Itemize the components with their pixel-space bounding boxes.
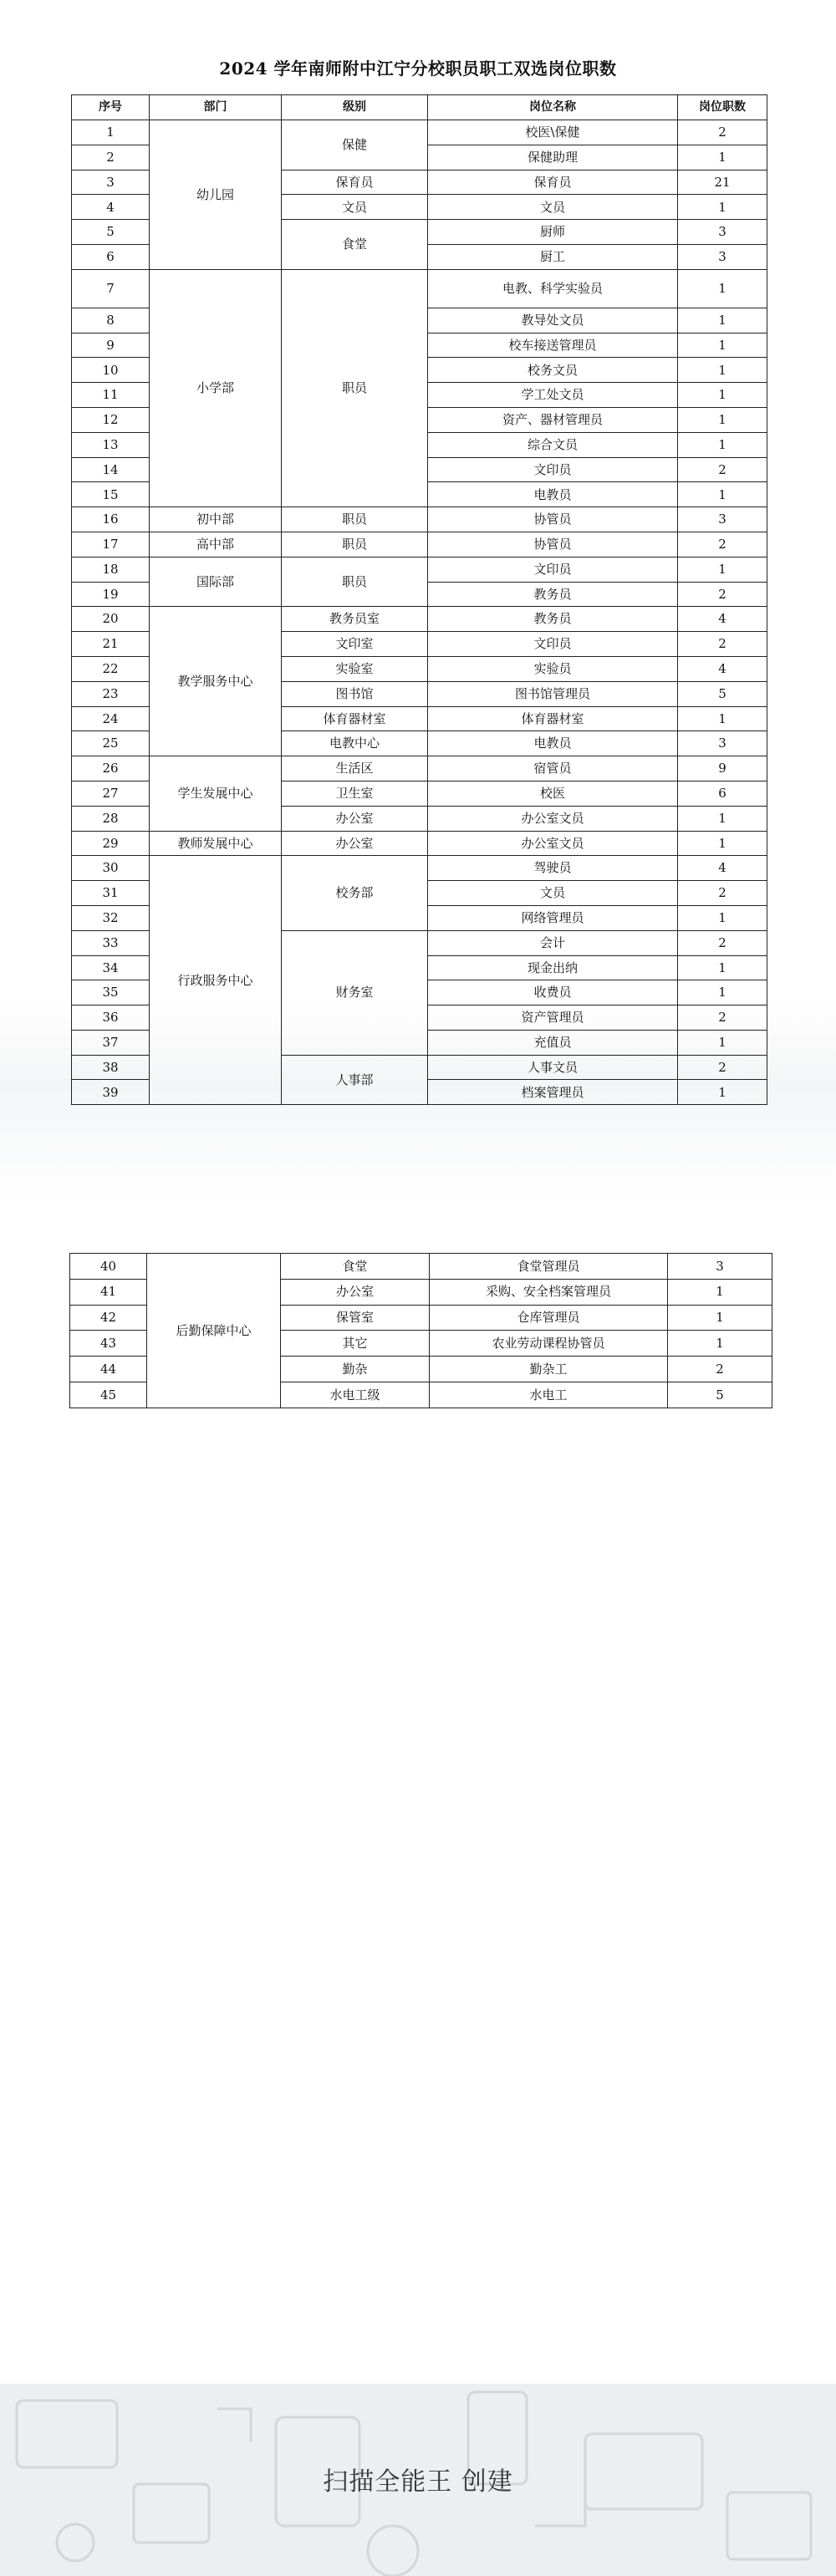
level-cell: 校务部 xyxy=(282,856,428,930)
post-name-cell: 综合文员 xyxy=(428,432,678,457)
level-cell: 文印室 xyxy=(282,632,428,657)
post-count-cell: 1 xyxy=(678,955,767,980)
table-row xyxy=(72,831,767,856)
post-name-cell: 校车接送管理员 xyxy=(428,333,678,358)
post-count-cell: 1 xyxy=(678,706,767,731)
serial-cell: 31 xyxy=(72,881,150,906)
post-name-cell: 教务员 xyxy=(428,582,678,607)
table-row xyxy=(70,1254,772,1280)
serial-cell: 22 xyxy=(72,656,150,681)
post-count-cell: 2 xyxy=(668,1357,772,1382)
post-count-cell: 4 xyxy=(678,656,767,681)
serial-cell: 25 xyxy=(72,731,150,756)
serial-cell: 35 xyxy=(72,980,150,1005)
header-cell-dept: 部门 xyxy=(150,95,282,120)
serial-cell: 18 xyxy=(72,557,150,582)
department-cell: 教学服务中心 xyxy=(150,607,282,756)
post-count-cell: 3 xyxy=(678,731,767,756)
post-name-cell: 勤杂工 xyxy=(430,1357,668,1382)
post-count-cell: 1 xyxy=(678,333,767,358)
serial-cell: 23 xyxy=(72,681,150,706)
post-count-cell: 1 xyxy=(668,1305,772,1331)
level-cell: 食堂 xyxy=(281,1254,430,1280)
post-count-cell: 2 xyxy=(678,120,767,145)
level-cell: 办公室 xyxy=(281,1279,430,1305)
level-cell: 保健 xyxy=(282,120,428,171)
post-name-cell: 电教员 xyxy=(428,482,678,507)
table-row xyxy=(72,856,767,881)
post-count-cell: 1 xyxy=(678,905,767,930)
serial-cell: 10 xyxy=(72,358,150,383)
post-count-cell: 1 xyxy=(678,806,767,831)
post-count-cell: 3 xyxy=(678,220,767,245)
post-name-cell: 采购、安全档案管理员 xyxy=(430,1279,668,1305)
table1-body xyxy=(72,95,767,1105)
serial-cell: 32 xyxy=(72,905,150,930)
post-count-cell: 1 xyxy=(678,195,767,220)
post-name-cell: 文印员 xyxy=(428,632,678,657)
level-cell: 体育器材室 xyxy=(282,706,428,731)
serial-cell: 19 xyxy=(72,582,150,607)
level-cell: 职员 xyxy=(282,557,428,607)
post-count-cell: 5 xyxy=(678,681,767,706)
post-name-cell: 水电工 xyxy=(430,1382,668,1408)
level-cell: 文员 xyxy=(282,195,428,220)
post-count-cell: 2 xyxy=(678,930,767,955)
post-count-cell: 3 xyxy=(668,1254,772,1280)
document-title: 2024 学年南师附中江宁分校职员职工双选岗位职数 xyxy=(219,59,617,79)
post-name-cell: 文员 xyxy=(428,881,678,906)
level-cell: 职员 xyxy=(282,532,428,557)
level-cell: 保育员 xyxy=(282,170,428,195)
department-cell: 高中部 xyxy=(150,532,282,557)
serial-cell: 17 xyxy=(72,532,150,557)
serial-cell: 36 xyxy=(72,1005,150,1031)
post-count-cell: 5 xyxy=(668,1382,772,1408)
department-cell: 初中部 xyxy=(150,507,282,532)
post-name-cell: 办公室文员 xyxy=(428,806,678,831)
serial-cell: 16 xyxy=(72,507,150,532)
serial-cell: 37 xyxy=(72,1030,150,1055)
post-count-cell: 1 xyxy=(668,1331,772,1357)
serial-cell: 4 xyxy=(72,195,150,220)
post-count-cell: 2 xyxy=(678,632,767,657)
level-cell: 图书馆 xyxy=(282,681,428,706)
post-name-cell: 学工处文员 xyxy=(428,383,678,408)
level-cell: 食堂 xyxy=(282,220,428,270)
serial-cell: 14 xyxy=(72,457,150,482)
table2-body xyxy=(70,1254,772,1408)
serial-cell: 6 xyxy=(72,244,150,269)
header-cell-no: 序号 xyxy=(72,95,150,120)
post-name-cell: 教导处文员 xyxy=(428,308,678,333)
table-row xyxy=(72,507,767,532)
post-name-cell: 校务文员 xyxy=(428,358,678,383)
department-cell: 行政服务中心 xyxy=(150,856,282,1105)
post-name-cell: 农业劳动课程协管员 xyxy=(430,1331,668,1357)
level-cell: 办公室 xyxy=(282,806,428,831)
post-name-cell: 食堂管理员 xyxy=(430,1254,668,1280)
post-count-cell: 1 xyxy=(678,145,767,170)
post-count-cell: 1 xyxy=(668,1279,772,1305)
serial-cell: 41 xyxy=(70,1279,147,1305)
serial-cell: 20 xyxy=(72,607,150,632)
post-name-cell: 电教员 xyxy=(428,731,678,756)
level-cell: 保管室 xyxy=(281,1305,430,1331)
level-cell: 生活区 xyxy=(282,756,428,781)
level-cell: 职员 xyxy=(282,269,428,507)
post-count-cell: 2 xyxy=(678,532,767,557)
post-name-cell: 仓库管理员 xyxy=(430,1305,668,1331)
post-name-cell: 资产、器材管理员 xyxy=(428,407,678,432)
table-row xyxy=(72,269,767,308)
department-cell: 后勤保障中心 xyxy=(147,1254,281,1408)
level-cell: 水电工级 xyxy=(281,1382,430,1408)
table-row xyxy=(72,120,767,145)
serial-cell: 27 xyxy=(72,781,150,806)
post-name-cell: 体育器材室 xyxy=(428,706,678,731)
level-cell: 办公室 xyxy=(282,831,428,856)
post-name-cell: 图书馆管理员 xyxy=(428,681,678,706)
serial-cell: 39 xyxy=(72,1080,150,1105)
post-count-cell: 2 xyxy=(678,1055,767,1080)
serial-cell: 34 xyxy=(72,955,150,980)
serial-cell: 11 xyxy=(72,383,150,408)
post-name-cell: 宿管员 xyxy=(428,756,678,781)
post-count-cell: 1 xyxy=(678,269,767,308)
header-cell-level: 级别 xyxy=(282,95,428,120)
post-count-cell: 1 xyxy=(678,308,767,333)
post-name-cell: 厨工 xyxy=(428,244,678,269)
serial-cell: 43 xyxy=(70,1331,147,1357)
table-row xyxy=(72,557,767,582)
post-count-cell: 1 xyxy=(678,383,767,408)
serial-cell: 15 xyxy=(72,482,150,507)
serial-cell: 24 xyxy=(72,706,150,731)
post-name-cell: 保育员 xyxy=(428,170,678,195)
post-name-cell: 驾驶员 xyxy=(428,856,678,881)
serial-cell: 26 xyxy=(72,756,150,781)
post-name-cell: 收费员 xyxy=(428,980,678,1005)
post-count-cell: 2 xyxy=(678,1005,767,1031)
table-row xyxy=(72,756,767,781)
serial-cell: 30 xyxy=(72,856,150,881)
post-name-cell: 文印员 xyxy=(428,457,678,482)
post-count-cell: 4 xyxy=(678,856,767,881)
post-name-cell: 文员 xyxy=(428,195,678,220)
post-name-cell: 办公室文员 xyxy=(428,831,678,856)
post-count-cell: 1 xyxy=(678,358,767,383)
serial-cell: 40 xyxy=(70,1254,147,1280)
post-name-cell: 协管员 xyxy=(428,532,678,557)
scanner-watermark-footer xyxy=(0,2384,836,2576)
post-name-cell: 教务员 xyxy=(428,607,678,632)
level-cell: 职员 xyxy=(282,507,428,532)
post-count-cell: 3 xyxy=(678,244,767,269)
serial-cell: 45 xyxy=(70,1382,147,1408)
post-name-cell: 实验员 xyxy=(428,656,678,681)
post-count-cell: 1 xyxy=(678,432,767,457)
post-count-cell: 2 xyxy=(678,881,767,906)
serial-cell: 33 xyxy=(72,930,150,955)
serial-cell: 12 xyxy=(72,407,150,432)
post-name-cell: 厨师 xyxy=(428,220,678,245)
serial-cell: 3 xyxy=(72,170,150,195)
positions-table-part1 xyxy=(71,94,767,1105)
serial-cell: 44 xyxy=(70,1357,147,1382)
serial-cell: 21 xyxy=(72,632,150,657)
department-cell: 教师发展中心 xyxy=(150,831,282,856)
level-cell: 财务室 xyxy=(282,930,428,1055)
post-count-cell: 1 xyxy=(678,1080,767,1105)
department-cell: 小学部 xyxy=(150,269,282,507)
serial-cell: 13 xyxy=(72,432,150,457)
post-name-cell: 保健助理 xyxy=(428,145,678,170)
department-cell: 国际部 xyxy=(150,557,282,607)
post-name-cell: 档案管理员 xyxy=(428,1080,678,1105)
header-cell-post: 岗位名称 xyxy=(428,95,678,120)
post-count-cell: 2 xyxy=(678,582,767,607)
serial-cell: 9 xyxy=(72,333,150,358)
serial-cell: 29 xyxy=(72,831,150,856)
level-cell: 人事部 xyxy=(282,1055,428,1105)
table-row xyxy=(72,532,767,557)
level-cell: 实验室 xyxy=(282,656,428,681)
post-name-cell: 协管员 xyxy=(428,507,678,532)
table-row xyxy=(72,607,767,632)
level-cell: 勤杂 xyxy=(281,1357,430,1382)
serial-cell: 38 xyxy=(72,1055,150,1080)
serial-cell: 28 xyxy=(72,806,150,831)
post-name-cell: 电教、科学实验员 xyxy=(428,269,678,308)
post-name-cell: 充值员 xyxy=(428,1030,678,1055)
post-count-cell: 1 xyxy=(678,482,767,507)
post-count-cell: 3 xyxy=(678,507,767,532)
post-count-cell: 2 xyxy=(678,457,767,482)
serial-cell: 8 xyxy=(72,308,150,333)
post-count-cell: 21 xyxy=(678,170,767,195)
serial-cell: 1 xyxy=(72,120,150,145)
serial-cell: 5 xyxy=(72,220,150,245)
serial-cell: 42 xyxy=(70,1305,147,1331)
serial-cell: 7 xyxy=(72,269,150,308)
level-cell: 卫生室 xyxy=(282,781,428,806)
header-cell-count: 岗位职数 xyxy=(678,95,767,120)
level-cell: 其它 xyxy=(281,1331,430,1357)
post-count-cell: 9 xyxy=(678,756,767,781)
post-name-cell: 文印员 xyxy=(428,557,678,582)
post-name-cell: 校医 xyxy=(428,781,678,806)
post-count-cell: 1 xyxy=(678,831,767,856)
post-count-cell: 1 xyxy=(678,407,767,432)
department-cell: 学生发展中心 xyxy=(150,756,282,831)
department-cell: 幼儿园 xyxy=(150,120,282,270)
level-cell: 电教中心 xyxy=(282,731,428,756)
serial-cell: 2 xyxy=(72,145,150,170)
post-count-cell: 1 xyxy=(678,980,767,1005)
post-count-cell: 1 xyxy=(678,1030,767,1055)
positions-table-part2 xyxy=(69,1253,772,1408)
post-name-cell: 网络管理员 xyxy=(428,905,678,930)
post-count-cell: 6 xyxy=(678,781,767,806)
post-count-cell: 4 xyxy=(678,607,767,632)
post-name-cell: 资产管理员 xyxy=(428,1005,678,1031)
scanner-brand-text: 扫描全能王 创建 xyxy=(323,2467,513,2497)
post-count-cell: 1 xyxy=(678,557,767,582)
post-name-cell: 人事文员 xyxy=(428,1055,678,1080)
table-header-row xyxy=(72,95,767,120)
post-name-cell: 现金出纳 xyxy=(428,955,678,980)
post-name-cell: 校医\保健 xyxy=(428,120,678,145)
post-name-cell: 会计 xyxy=(428,930,678,955)
level-cell: 教务员室 xyxy=(282,607,428,632)
